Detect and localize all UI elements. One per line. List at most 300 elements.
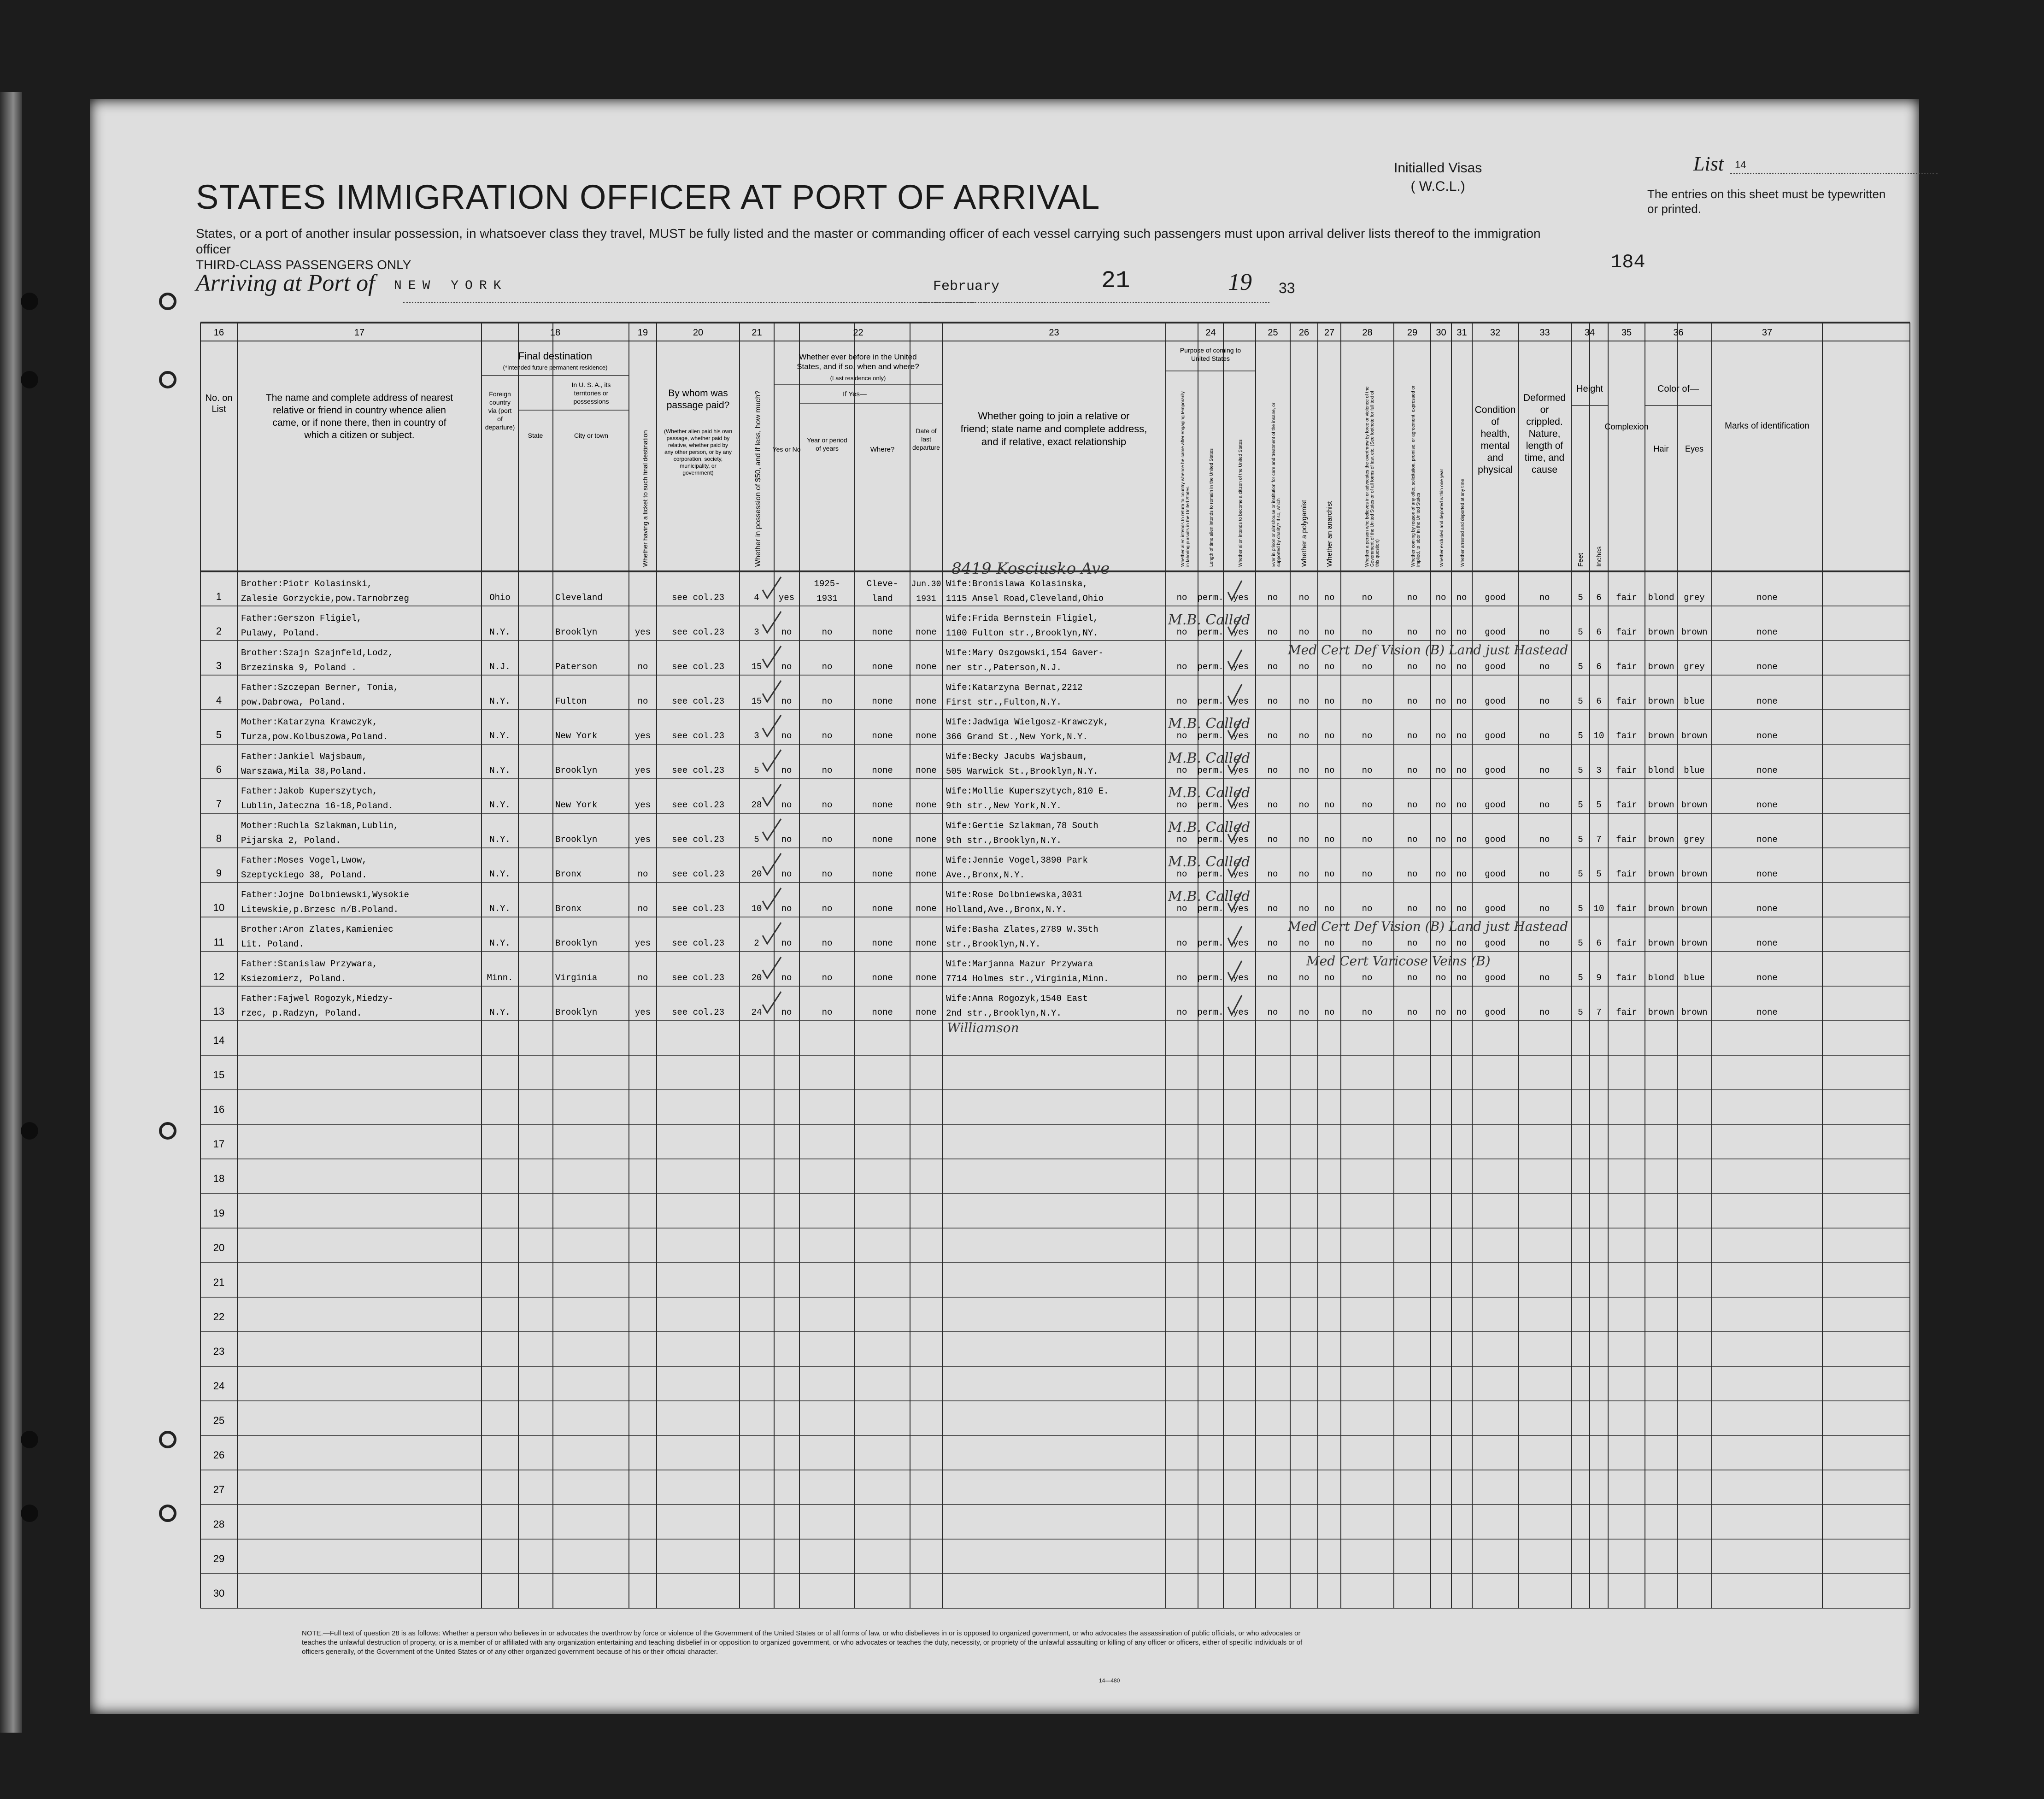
row-5-feet: 5 xyxy=(1578,731,1583,741)
row-5-polygamist: no xyxy=(1298,731,1310,741)
row-4-before-in-us: no xyxy=(781,696,792,706)
header-year-period: Year or period of years xyxy=(807,436,847,452)
row-4-number: 4 xyxy=(216,694,222,706)
row-13-purpose-citizen: yes xyxy=(1233,1007,1249,1017)
row-6-relative-address: Warszawa,Mila 38,Poland. xyxy=(241,766,367,776)
handwritten-address: 8419 Kosciusko Ave xyxy=(952,559,1110,578)
row-1-prison: no xyxy=(1267,593,1278,603)
manifest-table xyxy=(90,99,1919,1714)
header-q28: Whether a person who believes in or advocates the overthrow by force or violence of theGovernment of the United States or of all forms of law, etc. (See footnote for full text ofthis question) xyxy=(1365,386,1380,567)
header-anarchist: Whether an anarchist xyxy=(1326,501,1333,567)
row-1-deformed: no xyxy=(1539,593,1550,603)
row-10-departure: none xyxy=(916,904,937,914)
row-12-where: none xyxy=(872,973,893,983)
row-7-relative-name: Father:Jakob Kuperszytych, xyxy=(241,786,378,796)
arrival-year-suffix: 33 xyxy=(1279,280,1295,296)
handwritten-called: M.B. Called xyxy=(1168,612,1251,628)
row-1-departure: Jun.30 xyxy=(911,580,941,589)
check-mark xyxy=(763,888,781,909)
row-8-q31: no xyxy=(1456,835,1467,845)
row-3-money: 15 xyxy=(751,662,762,672)
header-final-destination-note: (*Intended future permanent residence) xyxy=(503,364,608,371)
row-2-q31: no xyxy=(1456,627,1467,637)
row-11-inches: 6 xyxy=(1596,938,1602,948)
row-1-eyes: grey xyxy=(1684,593,1705,603)
handwritten-med-cert: Med Cert Varicose Veins (B) xyxy=(1306,953,1491,969)
empty-row-number: 22 xyxy=(213,1311,225,1323)
row-8-q28: no xyxy=(1362,835,1373,845)
row-4-q30: no xyxy=(1435,696,1446,706)
empty-row-number: 27 xyxy=(213,1484,225,1495)
row-10-purpose-return: no xyxy=(1176,904,1187,914)
row-13-joining-name: Wife:Anna Rogozyk,1540 East xyxy=(946,994,1088,1004)
row-6-anarchist: no xyxy=(1324,765,1335,776)
empty-row-number: 17 xyxy=(213,1138,225,1150)
row-11-money: 2 xyxy=(754,938,759,948)
header-feet: Feet xyxy=(1577,553,1585,567)
row-13-before-in-us: no xyxy=(781,1007,792,1017)
row-11-city: Brooklyn xyxy=(555,938,598,948)
row-2-before-in-us: no xyxy=(781,627,792,637)
row-13-purpose-length: perm. xyxy=(1197,1007,1224,1017)
row-11-purpose-citizen: yes xyxy=(1233,938,1249,948)
row-11-relative-address: Lit. Poland. xyxy=(241,939,304,949)
row-7-eyes: brown xyxy=(1681,800,1708,810)
row-13-ticket: yes xyxy=(634,1007,651,1017)
row-8-departure: none xyxy=(916,835,937,845)
row-9-marks: none xyxy=(1756,869,1778,879)
row-2-passage: see col.23 xyxy=(671,627,725,637)
row-5-q30: no xyxy=(1435,731,1446,741)
row-1-health: good xyxy=(1485,593,1506,603)
header-purpose: Purpose of coming to United States xyxy=(1180,347,1241,362)
row-7-before-in-us: no xyxy=(781,800,792,810)
row-12-joining-name: Wife:Marjanna Mazur Przywara xyxy=(946,959,1093,969)
header-q30: Whether excluded and deported within one year xyxy=(1439,469,1445,567)
row-5-q31: no xyxy=(1456,731,1467,741)
row-9-money: 20 xyxy=(751,869,762,879)
row-3-hair: brown xyxy=(1648,662,1674,672)
row-6-hair: blond xyxy=(1648,765,1674,776)
row-4-joining-address: First str.,Fulton,N.Y. xyxy=(946,697,1062,707)
row-10-relative-address: Litewskie,p.Brzesc n/B.Poland. xyxy=(241,905,399,915)
row-10-state: N.Y. xyxy=(489,904,511,914)
row-7-money: 28 xyxy=(751,800,762,810)
row-10-money: 10 xyxy=(751,904,762,914)
binder-hole xyxy=(21,371,38,388)
row-2-marks: none xyxy=(1756,627,1778,637)
check-mark xyxy=(763,750,781,771)
row-5-passage: see col.23 xyxy=(671,731,725,741)
row-3-relative-address: Brzezinska 9, Poland . xyxy=(241,663,357,673)
row-9-q30: no xyxy=(1435,869,1446,879)
row-12-hair: blond xyxy=(1648,973,1674,983)
row-12-purpose-length: perm. xyxy=(1197,973,1224,983)
empty-row-number: 20 xyxy=(213,1242,225,1253)
row-7-joining-address: 9th str.,New York,N.Y. xyxy=(946,801,1062,811)
row-13-feet: 5 xyxy=(1578,1007,1583,1017)
row-2-inches: 6 xyxy=(1596,627,1602,637)
row-6-q28: no xyxy=(1362,765,1373,776)
row-6-number: 6 xyxy=(216,764,222,775)
row-6-eyes: blue xyxy=(1684,765,1705,776)
row-11-purpose-return: no xyxy=(1176,938,1187,948)
row-10-purpose-citizen: yes xyxy=(1233,904,1249,914)
row-2-money: 3 xyxy=(754,627,759,637)
row-2-joining-address: 1100 Fulton str.,Brooklyn,NY. xyxy=(946,628,1098,638)
row-12-anarchist: no xyxy=(1324,973,1335,983)
row-9-years: no xyxy=(822,869,833,879)
row-8-marks: none xyxy=(1756,835,1778,845)
column-number: 25 xyxy=(1268,328,1278,338)
arrival-port: NEW YORK xyxy=(394,279,508,293)
header-eyes: Eyes xyxy=(1685,444,1704,453)
row-7-marks: none xyxy=(1756,800,1778,810)
row-8-relative-address: Pijarska 2, Poland. xyxy=(241,835,341,846)
row-1-years: 1931 xyxy=(816,594,838,604)
row-5-marks: none xyxy=(1756,731,1778,741)
row-7-departure: none xyxy=(916,800,937,810)
row-9-health: good xyxy=(1485,869,1506,879)
row-13-money: 24 xyxy=(751,1007,762,1017)
header-before-in-us: Whether ever before in the United States, and if so, when and where? xyxy=(797,353,919,371)
row-4-departure: none xyxy=(916,696,937,706)
row-5-ticket: yes xyxy=(634,731,651,741)
row-5-inches: 10 xyxy=(1593,731,1604,741)
row-4-passage: see col.23 xyxy=(671,696,725,706)
header-joining: Whether going to join a relative or friend; state name and complete address, and if relative, exact relationship xyxy=(960,410,1147,447)
row-1-passage: see col.23 xyxy=(671,593,725,603)
header-relative: The name and complete address of nearest relative or friend in country whence alien came, or if none there, then in country of which a citizen or subject. xyxy=(265,393,453,441)
row-6-polygamist: no xyxy=(1298,765,1310,776)
empty-row-number: 24 xyxy=(213,1380,225,1392)
check-mark xyxy=(763,992,781,1013)
row-11-state: N.Y. xyxy=(489,938,511,948)
row-4-q28: no xyxy=(1362,696,1373,706)
header-marks: Marks of identification xyxy=(1725,421,1809,431)
row-7-hair: brown xyxy=(1648,800,1674,810)
handwritten-called: M.B. Called xyxy=(1168,888,1251,905)
row-11-ticket: yes xyxy=(634,938,651,948)
row-2-joining-name: Wife:Frida Bernstein Fligiel, xyxy=(946,613,1098,623)
row-5-years: no xyxy=(822,731,833,741)
row-8-joining-name: Wife:Gertie Szlakman,78 South xyxy=(946,821,1098,831)
header-health: Condition of health, mental and physical xyxy=(1474,405,1516,475)
row-13-health: good xyxy=(1485,1007,1506,1017)
row-8-inches: 7 xyxy=(1596,835,1602,845)
visas-code: ( W.C.L.) xyxy=(1410,179,1465,194)
row-8-q29: no xyxy=(1407,835,1418,845)
header-yes-no: Yes or No xyxy=(772,446,801,453)
row-1-city: Cleveland xyxy=(555,593,603,603)
empty-row-number: 28 xyxy=(213,1518,225,1530)
row-7-purpose-length: perm. xyxy=(1197,800,1224,810)
row-11-complexion: fair xyxy=(1616,938,1637,948)
row-7-anarchist: no xyxy=(1324,800,1335,810)
column-number: 36 xyxy=(1673,328,1684,338)
row-9-purpose-citizen: yes xyxy=(1233,869,1249,879)
row-2-q30: no xyxy=(1435,627,1446,637)
row-11-marks: none xyxy=(1756,938,1778,948)
row-9-feet: 5 xyxy=(1578,869,1583,879)
row-3-polygamist: no xyxy=(1298,662,1310,672)
row-13-q29: no xyxy=(1407,1007,1418,1017)
row-6-health: good xyxy=(1485,765,1506,776)
row-1-complexion: fair xyxy=(1616,593,1637,603)
handwritten-note: Williamson xyxy=(947,1020,1019,1035)
header-ticket: Whether having a ticket to such final destination xyxy=(641,430,649,567)
page-number: 184 xyxy=(1610,251,1645,273)
empty-row-number: 14 xyxy=(213,1035,225,1046)
row-7-q29: no xyxy=(1407,800,1418,810)
row-8-before-in-us: no xyxy=(781,835,792,845)
row-12-q31: no xyxy=(1456,973,1467,983)
header-no-on-list: No. on List xyxy=(205,393,233,414)
row-5-joining-address: 366 Grand St.,New York,N.Y. xyxy=(946,732,1088,742)
row-1-q28: no xyxy=(1362,593,1373,603)
row-12-health: good xyxy=(1485,973,1506,983)
row-7-purpose-citizen: yes xyxy=(1233,800,1249,810)
row-8-polygamist: no xyxy=(1298,835,1310,845)
row-2-hair: brown xyxy=(1648,627,1674,637)
header-height: Height xyxy=(1576,384,1603,394)
row-10-passage: see col.23 xyxy=(671,904,725,914)
header-money: Whether in possession of $50, and if less, how much? xyxy=(754,390,762,567)
header-foreign-country: Foreign country via (port of departure) xyxy=(485,390,515,431)
column-number: 16 xyxy=(213,328,224,338)
row-12-relative-name: Father:Stanislaw Przywara, xyxy=(241,959,378,969)
row-6-prison: no xyxy=(1267,765,1278,776)
handwritten-med-cert: Med Cert Def Vision (B) Land just Hastead xyxy=(1288,642,1568,658)
row-2-purpose-length: perm. xyxy=(1197,627,1224,637)
row-9-city: Bronx xyxy=(555,869,582,879)
row-13-inches: 7 xyxy=(1596,1007,1602,1017)
row-8-relative-name: Mother:Ruchla Szlakman,Lublin, xyxy=(241,821,399,831)
row-12-state: Minn. xyxy=(487,973,513,983)
page-title: STATES IMMIGRATION OFFICER AT PORT OF ARRIVAL xyxy=(196,178,1100,216)
row-9-where: none xyxy=(872,869,893,879)
row-2-complexion: fair xyxy=(1616,627,1637,637)
row-10-city: Bronx xyxy=(555,904,582,914)
row-12-before-in-us: no xyxy=(781,973,792,983)
row-3-state: N.J. xyxy=(489,662,511,672)
row-5-q28: no xyxy=(1362,731,1373,741)
empty-row-number: 19 xyxy=(213,1207,225,1219)
row-11-prison: no xyxy=(1267,938,1278,948)
row-10-marks: none xyxy=(1756,904,1778,914)
row-3-q29: no xyxy=(1407,662,1418,672)
row-9-ticket: no xyxy=(637,869,648,879)
row-5-q29: no xyxy=(1407,731,1418,741)
column-number: 31 xyxy=(1457,328,1467,338)
header-polygamist: Whether a polygamist xyxy=(1300,500,1308,567)
row-1-hair: blond xyxy=(1648,593,1674,603)
row-8-joining-address: 9th str.,Brooklyn,N.Y. xyxy=(946,835,1062,846)
row-11-q28: no xyxy=(1362,938,1373,948)
row-13-eyes: brown xyxy=(1681,1007,1708,1017)
visas-label: Initialled Visas xyxy=(1394,160,1482,176)
column-number: 20 xyxy=(693,328,704,338)
header-q31: Whether arrested and deported at any time xyxy=(1460,479,1465,567)
row-4-relative-name: Father:Szczepan Berner, Tonia, xyxy=(241,682,399,693)
row-1-relative-address: Zalesie Gorzyckie,pow.Tarnobrzeg xyxy=(241,594,409,604)
handwritten-called: M.B. Called xyxy=(1168,716,1251,732)
header-purpose-c: Whether alien intends to become a citizen of the United States xyxy=(1238,439,1243,567)
handwritten-called: M.B. Called xyxy=(1168,819,1251,835)
row-6-before-in-us: no xyxy=(781,765,792,776)
row-5-health: good xyxy=(1485,731,1506,741)
row-11-passage: see col.23 xyxy=(671,938,725,948)
row-2-number: 2 xyxy=(216,625,222,637)
row-7-ticket: yes xyxy=(634,800,651,810)
row-13-where: none xyxy=(872,1007,893,1017)
column-number: 32 xyxy=(1490,328,1501,338)
row-3-purpose-return: no xyxy=(1176,662,1187,672)
row-7-passage: see col.23 xyxy=(671,800,725,810)
row-2-deformed: no xyxy=(1539,627,1550,637)
column-number: 17 xyxy=(354,328,365,338)
row-10-q30: no xyxy=(1435,904,1446,914)
row-7-deformed: no xyxy=(1539,800,1550,810)
row-9-relative-name: Father:Moses Vogel,Lwow, xyxy=(241,855,367,865)
row-10-eyes: brown xyxy=(1681,904,1708,914)
row-9-purpose-length: perm. xyxy=(1197,869,1224,879)
header-hair: Hair xyxy=(1653,444,1669,453)
row-2-purpose-citizen: yes xyxy=(1233,627,1249,637)
row-5-purpose-return: no xyxy=(1176,731,1187,741)
row-11-q31: no xyxy=(1456,938,1467,948)
row-8-feet: 5 xyxy=(1578,835,1583,845)
row-9-eyes: brown xyxy=(1681,869,1708,879)
row-10-relative-name: Father:Jojne Dolbniewski,Wysokie xyxy=(241,890,409,900)
row-1-q29: no xyxy=(1407,593,1418,603)
row-10-hair: brown xyxy=(1648,904,1674,914)
header-purpose-b: Length of time alien intends to remain in the United States xyxy=(1209,448,1214,567)
row-4-marks: none xyxy=(1756,696,1778,706)
row-13-q28: no xyxy=(1362,1007,1373,1017)
row-1-anarchist: no xyxy=(1324,593,1335,603)
row-10-inches: 10 xyxy=(1593,904,1604,914)
row-3-q28: no xyxy=(1362,662,1373,672)
row-7-number: 7 xyxy=(216,798,222,810)
row-7-health: good xyxy=(1485,800,1506,810)
row-8-purpose-return: no xyxy=(1176,835,1187,845)
header-city: City or town xyxy=(574,432,608,439)
column-number: 26 xyxy=(1298,328,1310,338)
row-2-polygamist: no xyxy=(1298,627,1310,637)
row-3-city: Paterson xyxy=(555,662,598,672)
row-5-hair: brown xyxy=(1648,731,1674,741)
check-mark xyxy=(763,853,781,875)
row-6-inches: 3 xyxy=(1596,765,1602,776)
row-7-complexion: fair xyxy=(1616,800,1637,810)
row-7-q30: no xyxy=(1435,800,1446,810)
row-3-relative-name: Brother:Szajn Szajnfeld,Lodz, xyxy=(241,648,394,658)
row-3-anarchist: no xyxy=(1324,662,1335,672)
row-3-inches: 6 xyxy=(1596,662,1602,672)
row-1-departure: 1931 xyxy=(916,594,936,604)
column-number: 28 xyxy=(1362,328,1373,338)
row-6-q30: no xyxy=(1435,765,1446,776)
row-9-q28: no xyxy=(1362,869,1373,879)
row-2-anarchist: no xyxy=(1324,627,1335,637)
row-4-eyes: blue xyxy=(1684,696,1705,706)
row-12-q29: no xyxy=(1407,973,1418,983)
row-4-polygamist: no xyxy=(1298,696,1310,706)
row-12-inches: 9 xyxy=(1596,973,1602,983)
column-number: 29 xyxy=(1407,328,1418,338)
row-8-prison: no xyxy=(1267,835,1278,845)
row-13-marks: none xyxy=(1756,1007,1778,1017)
column-number: 18 xyxy=(550,328,561,338)
adjacent-page-edge xyxy=(0,92,22,1733)
row-7-polygamist: no xyxy=(1298,800,1310,810)
row-3-deformed: no xyxy=(1539,662,1550,672)
row-11-relative-name: Brother:Aron Zlates,Kamieniec xyxy=(241,924,394,935)
row-4-prison: no xyxy=(1267,696,1278,706)
row-6-deformed: no xyxy=(1539,765,1550,776)
row-4-city: Fulton xyxy=(555,696,587,706)
row-4-years: no xyxy=(822,696,833,706)
row-10-purpose-length: perm. xyxy=(1197,904,1224,914)
row-13-city: Brooklyn xyxy=(555,1007,598,1017)
row-12-ticket: no xyxy=(637,973,648,983)
header-before-note: (Last residence only) xyxy=(830,375,886,382)
row-5-eyes: brown xyxy=(1681,731,1708,741)
row-10-ticket: no xyxy=(637,904,648,914)
row-10-polygamist: no xyxy=(1298,904,1310,914)
row-12-relative-address: Ksiezomierz, Poland. xyxy=(241,974,347,984)
row-9-inches: 5 xyxy=(1596,869,1602,879)
row-4-money: 15 xyxy=(751,696,762,706)
row-8-where: none xyxy=(872,835,893,845)
binder-hole xyxy=(21,1431,38,1448)
row-11-health: good xyxy=(1485,938,1506,948)
row-6-departure: none xyxy=(916,765,937,776)
row-12-years: no xyxy=(822,973,833,983)
row-9-prison: no xyxy=(1267,869,1278,879)
header-in-usa: In U. S. A., its territories or possessions xyxy=(571,381,611,405)
row-2-years: no xyxy=(822,627,833,637)
row-10-prison: no xyxy=(1267,904,1278,914)
row-13-state: N.Y. xyxy=(489,1007,511,1017)
row-7-years: no xyxy=(822,800,833,810)
row-1-q30: no xyxy=(1435,593,1446,603)
row-12-polygamist: no xyxy=(1298,973,1310,983)
row-6-purpose-return: no xyxy=(1176,765,1187,776)
row-5-complexion: fair xyxy=(1616,731,1637,741)
row-3-complexion: fair xyxy=(1616,662,1637,672)
row-1-before-in-us: yes xyxy=(778,593,795,603)
row-6-state: N.Y. xyxy=(489,765,511,776)
row-11-feet: 5 xyxy=(1578,938,1583,948)
header-deformed: Deformed or crippled. Nature, length of time, and cause xyxy=(1523,393,1566,475)
row-3-marks: none xyxy=(1756,662,1778,672)
column-number: 35 xyxy=(1621,328,1632,338)
row-5-number: 5 xyxy=(216,729,222,741)
row-4-relative-address: pow.Dabrowa, Poland. xyxy=(241,697,347,707)
row-13-departure: none xyxy=(916,1007,937,1017)
row-6-years: no xyxy=(822,765,833,776)
row-9-purpose-return: no xyxy=(1176,869,1187,879)
row-10-q28: no xyxy=(1362,904,1373,914)
row-4-state: N.Y. xyxy=(489,696,511,706)
row-13-years: no xyxy=(822,1007,833,1017)
check-mark xyxy=(763,611,781,633)
row-10-before-in-us: no xyxy=(781,904,792,914)
row-10-joining-address: Holland,Ave.,Bronx,N.Y. xyxy=(946,905,1067,915)
row-4-purpose-length: perm. xyxy=(1197,696,1224,706)
